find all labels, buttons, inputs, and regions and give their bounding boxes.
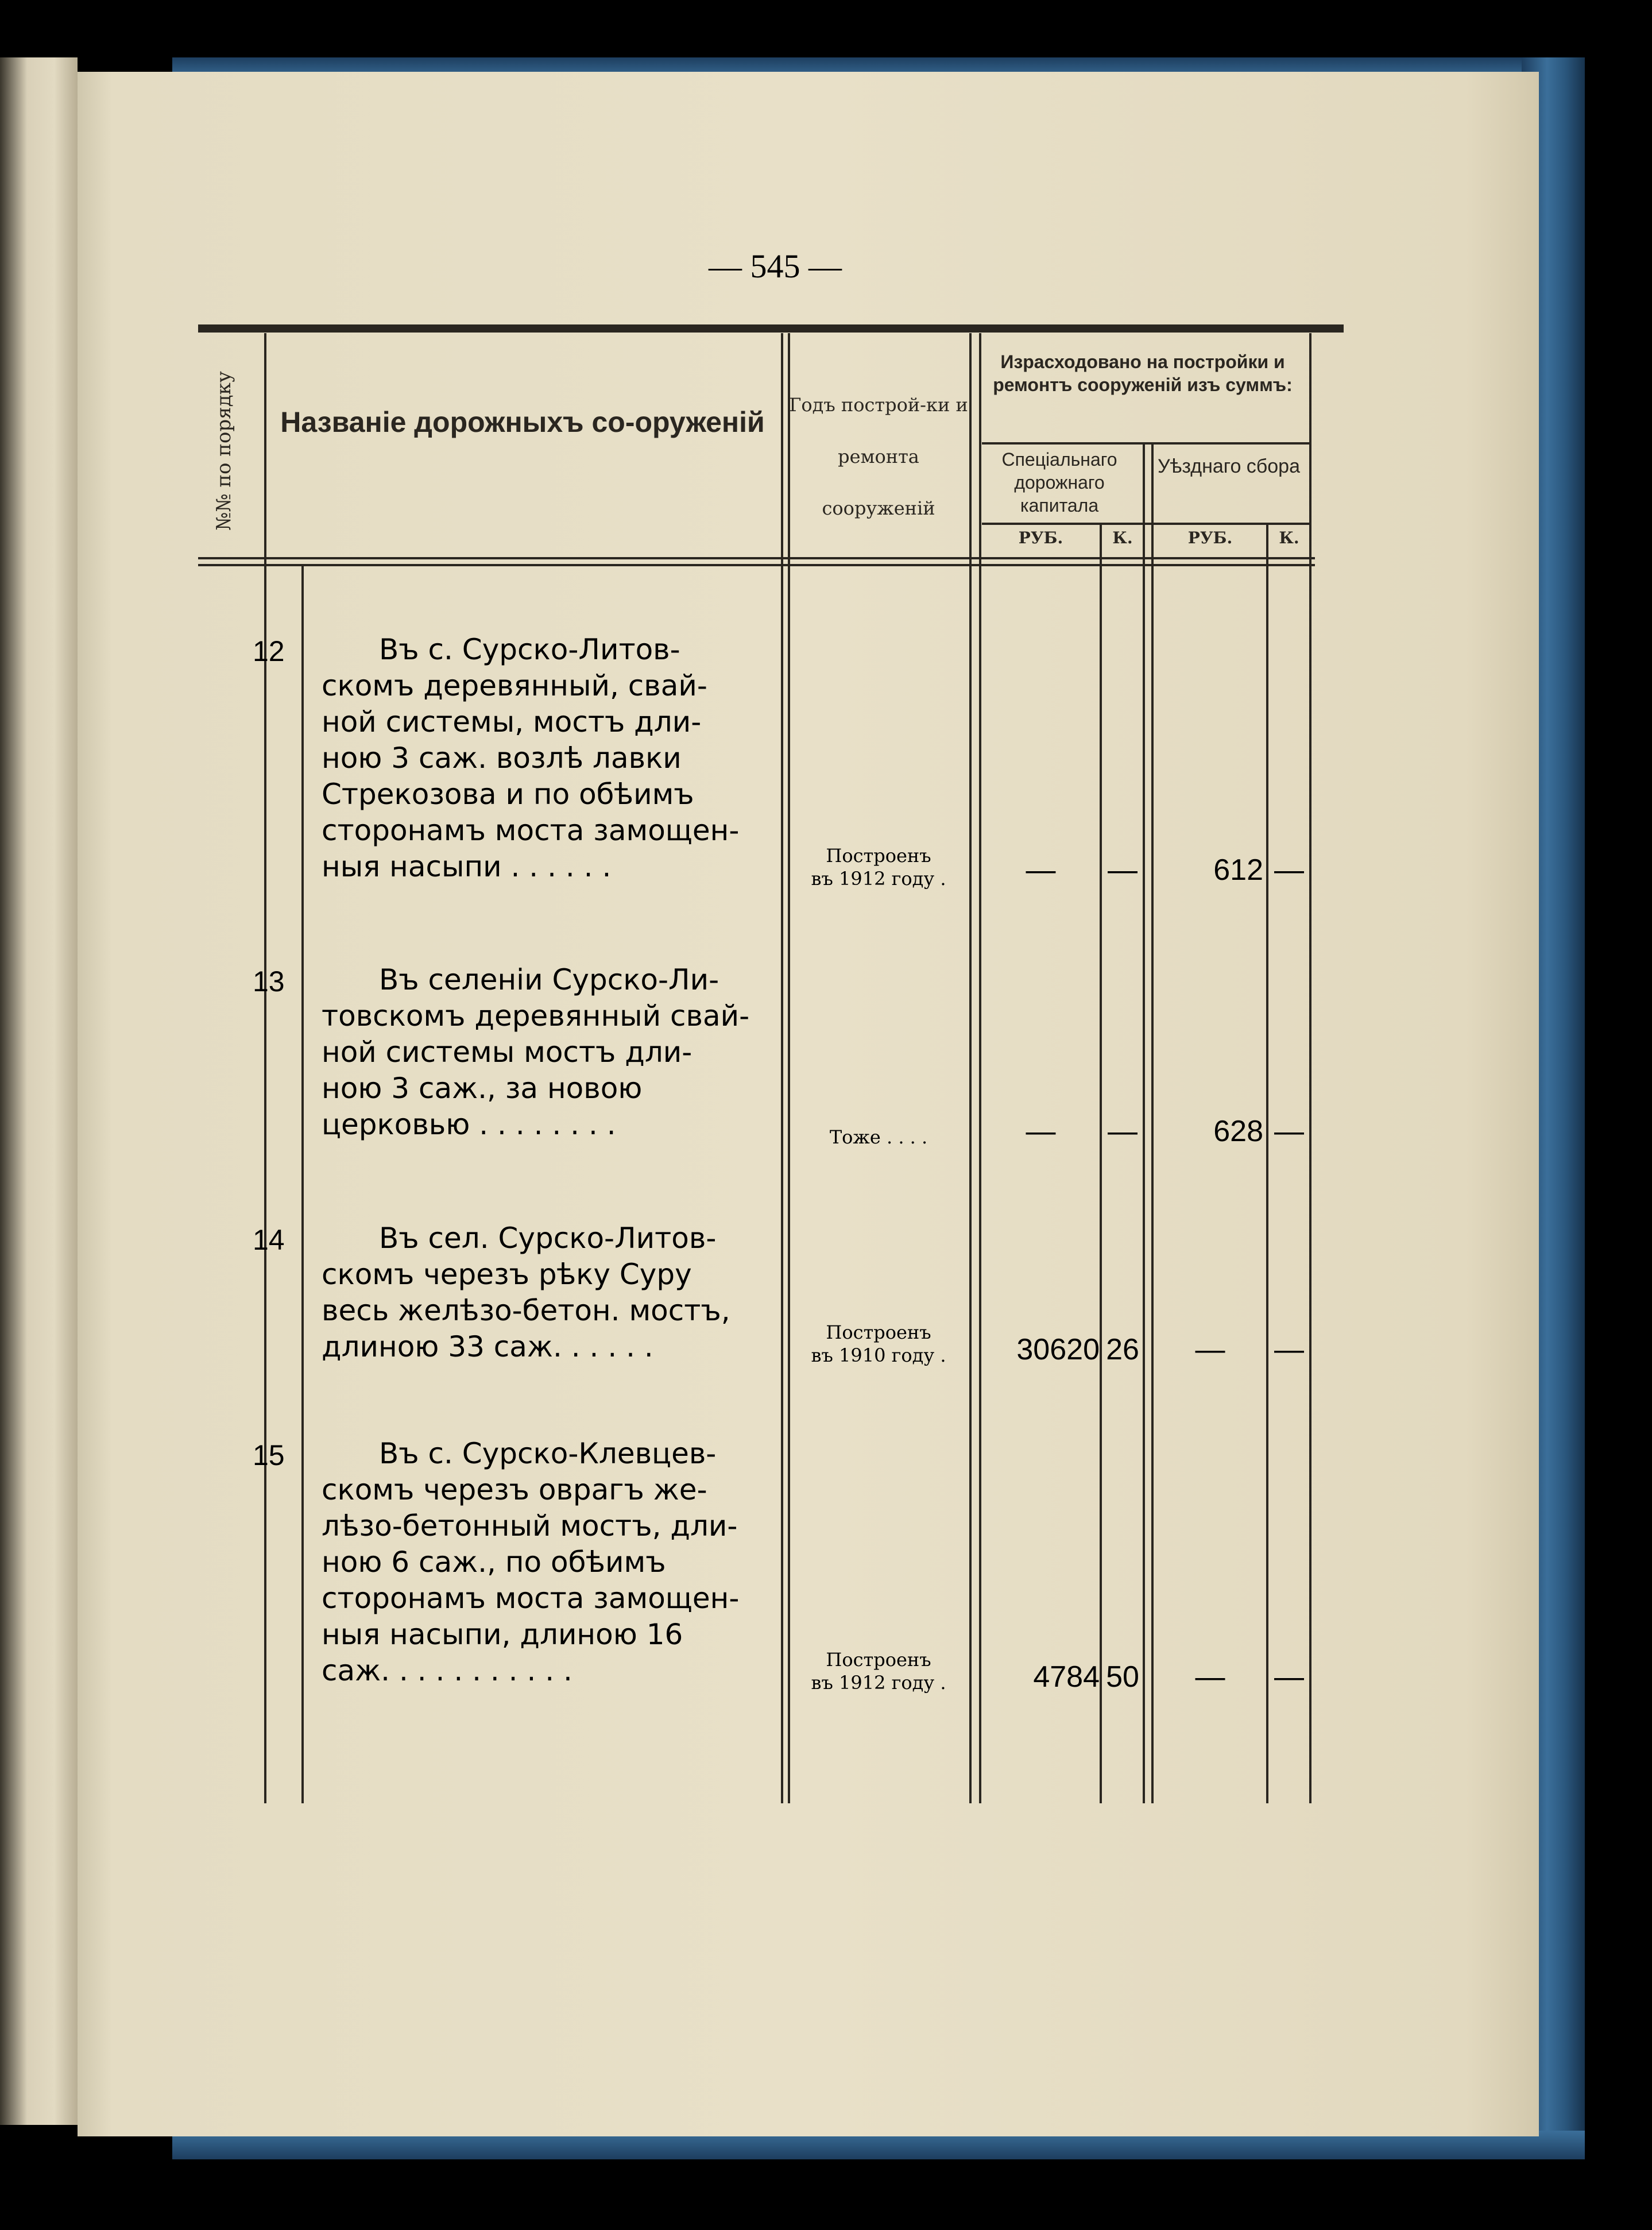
col-rule-special <box>1143 442 1145 1803</box>
special-kop-cell: 50 <box>1106 1660 1139 1694</box>
row-year <box>792 844 965 890</box>
row-year-line: въ 1910 году . <box>811 1344 946 1366</box>
county-kop-cell: — <box>1274 1333 1304 1366</box>
row-year-line: Построенъ <box>826 1321 931 1343</box>
row-line: ною 6 саж., по обѣимъ <box>322 1545 666 1579</box>
col-rule-right <box>1309 333 1311 1803</box>
row-year-line: въ 1912 году . <box>811 1672 946 1694</box>
row-line: скомъ деревянный, свай- <box>322 669 707 702</box>
row-line: церковью . . . . . . . . <box>322 1108 616 1141</box>
row-line: Въ сел. Сурско-Литов- <box>379 1222 717 1255</box>
county-kop-cell: — <box>1274 1660 1304 1694</box>
header-bottom-rule <box>198 557 1315 559</box>
col-rule-name-2 <box>788 333 790 1803</box>
col-rule-special-2 <box>1151 442 1154 1803</box>
header-special-rub: РУБ. <box>1018 528 1063 547</box>
row-line: ныя насыпи . . . . . . <box>322 850 612 883</box>
row-description <box>322 1220 764 1365</box>
row-line: ной системы мостъ дли- <box>322 1035 692 1069</box>
row-year <box>792 1648 965 1694</box>
col-rule-county-kop <box>1266 523 1268 1803</box>
row-number: 15 <box>253 1439 285 1471</box>
row-line: товскомъ деревянный свай- <box>322 999 750 1033</box>
row-line: скомъ черезъ оврагъ же- <box>322 1473 707 1506</box>
header-county-fee: Уѣзднаго сбора <box>1157 455 1300 477</box>
header-number: №№ по порядку <box>212 371 235 531</box>
special-rub-cell: 30620 <box>1016 1333 1100 1366</box>
row-line: Въ с. Сурско-Литов- <box>379 633 680 666</box>
header-unit-rule <box>982 523 1309 525</box>
header-bottom-rule-2 <box>198 564 1315 566</box>
row-description <box>322 962 764 1143</box>
row-year <box>792 1126 965 1149</box>
special-rub-cell: — <box>1026 1115 1056 1148</box>
header-county-rub: РУБ. <box>1187 528 1233 547</box>
row-year <box>792 1321 965 1367</box>
row-line: Въ с. Сурско-Клевцев- <box>379 1437 717 1470</box>
county-rub-cell: 628 <box>1213 1115 1263 1148</box>
row-line: Стрекозова и по обѣимъ <box>322 778 694 811</box>
row-line: саж. . . . . . . . . . . <box>322 1654 572 1687</box>
col-rule-year <box>969 333 972 1803</box>
page-number: — 545 — <box>709 248 842 285</box>
row-number: 14 <box>253 1224 285 1256</box>
county-kop-cell: — <box>1274 853 1304 887</box>
row-number: 12 <box>253 635 285 667</box>
header-special-kop: К. <box>1112 528 1133 547</box>
row-line: лѣзо-бетонный мостъ, дли- <box>322 1509 738 1543</box>
table-top-rule <box>198 324 1344 333</box>
col-rule-special-kop <box>1100 523 1102 1803</box>
special-kop-cell: — <box>1108 853 1138 887</box>
row-year-line: Построенъ <box>826 1649 931 1671</box>
row-year-line: Построенъ <box>826 845 931 867</box>
header-special-capital: Спеціальнаго дорожнаго капитала <box>1001 449 1117 516</box>
header-year: Годъ построй-ки и ремонта сооруженій <box>789 394 968 519</box>
left-page-edge <box>0 57 78 2125</box>
special-rub-cell: 4784 <box>1033 1660 1100 1694</box>
county-kop-cell: — <box>1274 1115 1304 1148</box>
row-line: скомъ черезъ рѣку Суру <box>322 1258 692 1291</box>
county-rub-cell: — <box>1195 1333 1225 1366</box>
header-name: Названіе дорожныхъ со-оруженій <box>280 406 765 438</box>
header-spent: Израсходовано на постройки и ремонтъ сооруженій изъ суммъ: <box>993 351 1293 395</box>
row-line: ной системы, мостъ дли- <box>322 705 702 739</box>
row-line: длиною 33 саж. . . . . . <box>322 1330 653 1363</box>
col-rule-year-2 <box>979 333 981 1803</box>
row-year-line: въ 1912 году . <box>811 868 946 890</box>
county-rub-cell: 612 <box>1213 853 1263 887</box>
special-rub-cell: — <box>1026 853 1056 887</box>
row-number: 13 <box>253 965 285 998</box>
row-description <box>322 632 764 885</box>
row-year-line: Тоже . . . . <box>829 1126 928 1148</box>
row-line: ныя насыпи, длиною 16 <box>322 1618 683 1651</box>
col-rule-name <box>781 333 783 1803</box>
col-rule-text-left <box>301 566 304 1803</box>
row-line: Въ селеніи Сурско-Ли- <box>379 963 719 996</box>
row-line: сторонамъ моста замощен- <box>322 1582 740 1615</box>
header-spent-rule <box>982 442 1309 445</box>
county-rub-cell: — <box>1195 1660 1225 1694</box>
col-rule-num <box>264 333 266 1803</box>
row-line: сторонамъ моста замощен- <box>322 814 740 847</box>
row-line: ною 3 саж. возлѣ лавки <box>322 741 682 775</box>
row-line: весь желѣзо-бетон. мостъ, <box>322 1294 730 1327</box>
special-kop-cell: — <box>1108 1115 1138 1148</box>
row-line: ною 3 саж., за новою <box>322 1072 643 1105</box>
special-kop-cell: 26 <box>1106 1333 1139 1366</box>
header-county-kop: К. <box>1279 528 1299 547</box>
row-description <box>322 1436 764 1689</box>
